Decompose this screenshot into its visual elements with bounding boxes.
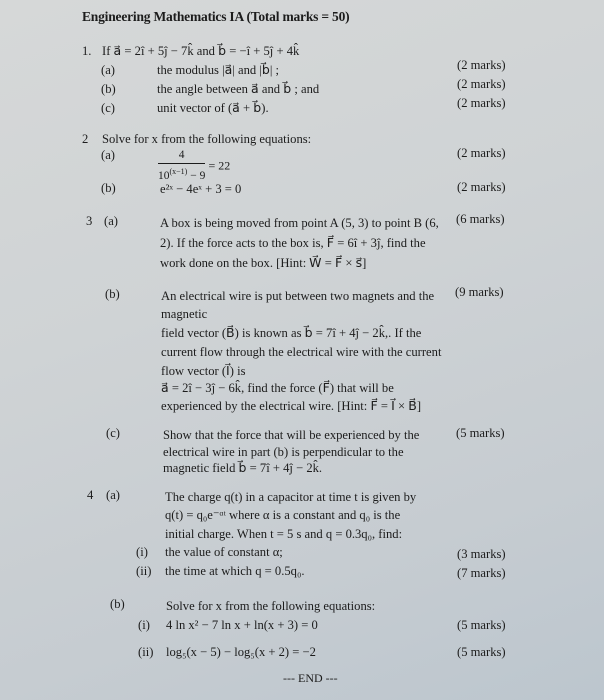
q4a-i-text: the value of constant α;: [165, 545, 283, 559]
q4a-i-label: (i): [136, 545, 148, 559]
q4a-i-marks: (3 marks): [457, 547, 506, 561]
q3c-line-2: electrical wire in part (b) is perpendicular to the: [163, 445, 404, 459]
q1c-marks: (2 marks): [457, 96, 506, 110]
q4b-i-label: (i): [138, 618, 150, 632]
q2a-den-base: 10: [158, 169, 170, 182]
q3c-line-3: magnetic field b⃗ = 7î + 4ĵ − 2k̂.: [163, 461, 323, 475]
q3b-line-7: experienced by the electrical wire. [Hint: F⃗ = I⃗ × B⃗]: [161, 399, 422, 413]
q3b-line-3: field vector (B⃗) is known as b⃗ = 7î + 4ĵ − 2k̂,. If the: [161, 326, 422, 340]
q2a-denominator: [158, 164, 205, 184]
q3a-line-2: 2). If the force acts to the box is, F⃗ = 6î + 3ĵ, find the: [160, 236, 426, 250]
q2a-den-exponent: (x−1): [169, 167, 188, 176]
q1a-marks: (2 marks): [457, 58, 506, 72]
q1b-label: (b): [101, 82, 116, 96]
end-marker: --- END ---: [283, 671, 338, 685]
q2a-fraction: [158, 148, 205, 184]
q4b-i-marks: (5 marks): [457, 618, 506, 632]
q2a-numerator: 4: [158, 148, 205, 164]
q2a-rhs: = 22: [208, 158, 231, 173]
q1-number: 1.: [82, 44, 92, 58]
paper-title: Engineering Mathematics IA (Total marks = 50): [82, 9, 350, 24]
q4a-line-3: initial charge. When t = 5 s and q = 0.3q₀, find:: [165, 527, 403, 541]
q3b-label: (b): [105, 287, 120, 301]
q4b-ii-label: (ii): [138, 645, 154, 659]
q1a-text: the modulus |a⃗| and |b⃗| ;: [157, 63, 279, 77]
q3a-marks: (6 marks): [456, 212, 505, 226]
q1c-text: unit vector of (a⃗ + b⃗).: [157, 101, 269, 115]
q3a-label: (a): [104, 214, 118, 228]
q4a-line-2: q(t) = q₀e⁻ᵅᵗ where α is a constant and q₀ is the: [165, 508, 401, 522]
q3b-marks: (9 marks): [455, 285, 504, 299]
q3b-line-5: flow vector (I⃗) is: [161, 364, 246, 378]
q4b-label: (b): [110, 597, 125, 611]
q3b-line-1: An electrical wire is put between two magnets and the: [161, 289, 435, 303]
q2a-den-tail: − 9: [187, 169, 206, 182]
q4a-ii-label: (ii): [136, 564, 152, 578]
q3c-label: (c): [106, 426, 120, 440]
q4a-ii-marks: (7 marks): [457, 566, 506, 580]
q4b-ii-marks: (5 marks): [457, 645, 506, 659]
q3-number: 3: [86, 214, 93, 228]
q2a-marks: (2 marks): [457, 146, 506, 160]
q3b-line-4: current flow through the electrical wire with the current: [161, 345, 442, 359]
q4b-stem: Solve for x from the following equations:: [166, 599, 376, 613]
q4-number: 4: [87, 488, 94, 502]
q2-number: 2: [82, 132, 89, 146]
q4a-label: (a): [106, 488, 120, 502]
q2b-equation: e²ˣ − 4eˣ + 3 = 0: [160, 182, 242, 196]
q3c-marks: (5 marks): [456, 426, 505, 440]
q1a-label: (a): [101, 63, 115, 77]
q2b-marks: (2 marks): [457, 180, 506, 194]
q4b-ii-text: log₅(x − 5) − log₅(x + 2) = −2: [166, 645, 316, 659]
q1b-text: the angle between a⃗ and b⃗ ; and: [157, 82, 320, 96]
q3b-line-2: magnetic: [161, 307, 208, 321]
q3a-line-3: work done on the box. [Hint: W⃗ = F⃗ × s⃗]: [160, 256, 367, 270]
q2a-label: (a): [101, 148, 115, 162]
q4a-line-1: The charge q(t) in a capacitor at time t is given by: [165, 490, 417, 504]
q3b-line-6: a⃗ = 2î − 3ĵ − 6k̂, find the force (F⃗) that will be: [161, 381, 394, 395]
q2b-label: (b): [101, 181, 116, 195]
q4b-i-text: 4 ln x² − 7 ln x + ln(x + 3) = 0: [166, 618, 318, 632]
q1c-label: (c): [101, 101, 115, 115]
q2-stem: Solve for x from the following equations:: [102, 132, 312, 146]
q4a-ii-text: the time at which q = 0.5q₀.: [165, 564, 305, 578]
q2a-equation: [158, 148, 230, 184]
q3c-line-1: Show that the force that will be experienced by the: [163, 428, 420, 442]
q3a-line-1: A box is being moved from point A (5, 3) to point B (6,: [160, 216, 439, 230]
q1b-marks: (2 marks): [457, 77, 506, 91]
q1-stem: If a⃗ = 2î + 5ĵ − 7k̂ and b⃗ = −î + 5ĵ + 4k̂: [102, 44, 300, 58]
